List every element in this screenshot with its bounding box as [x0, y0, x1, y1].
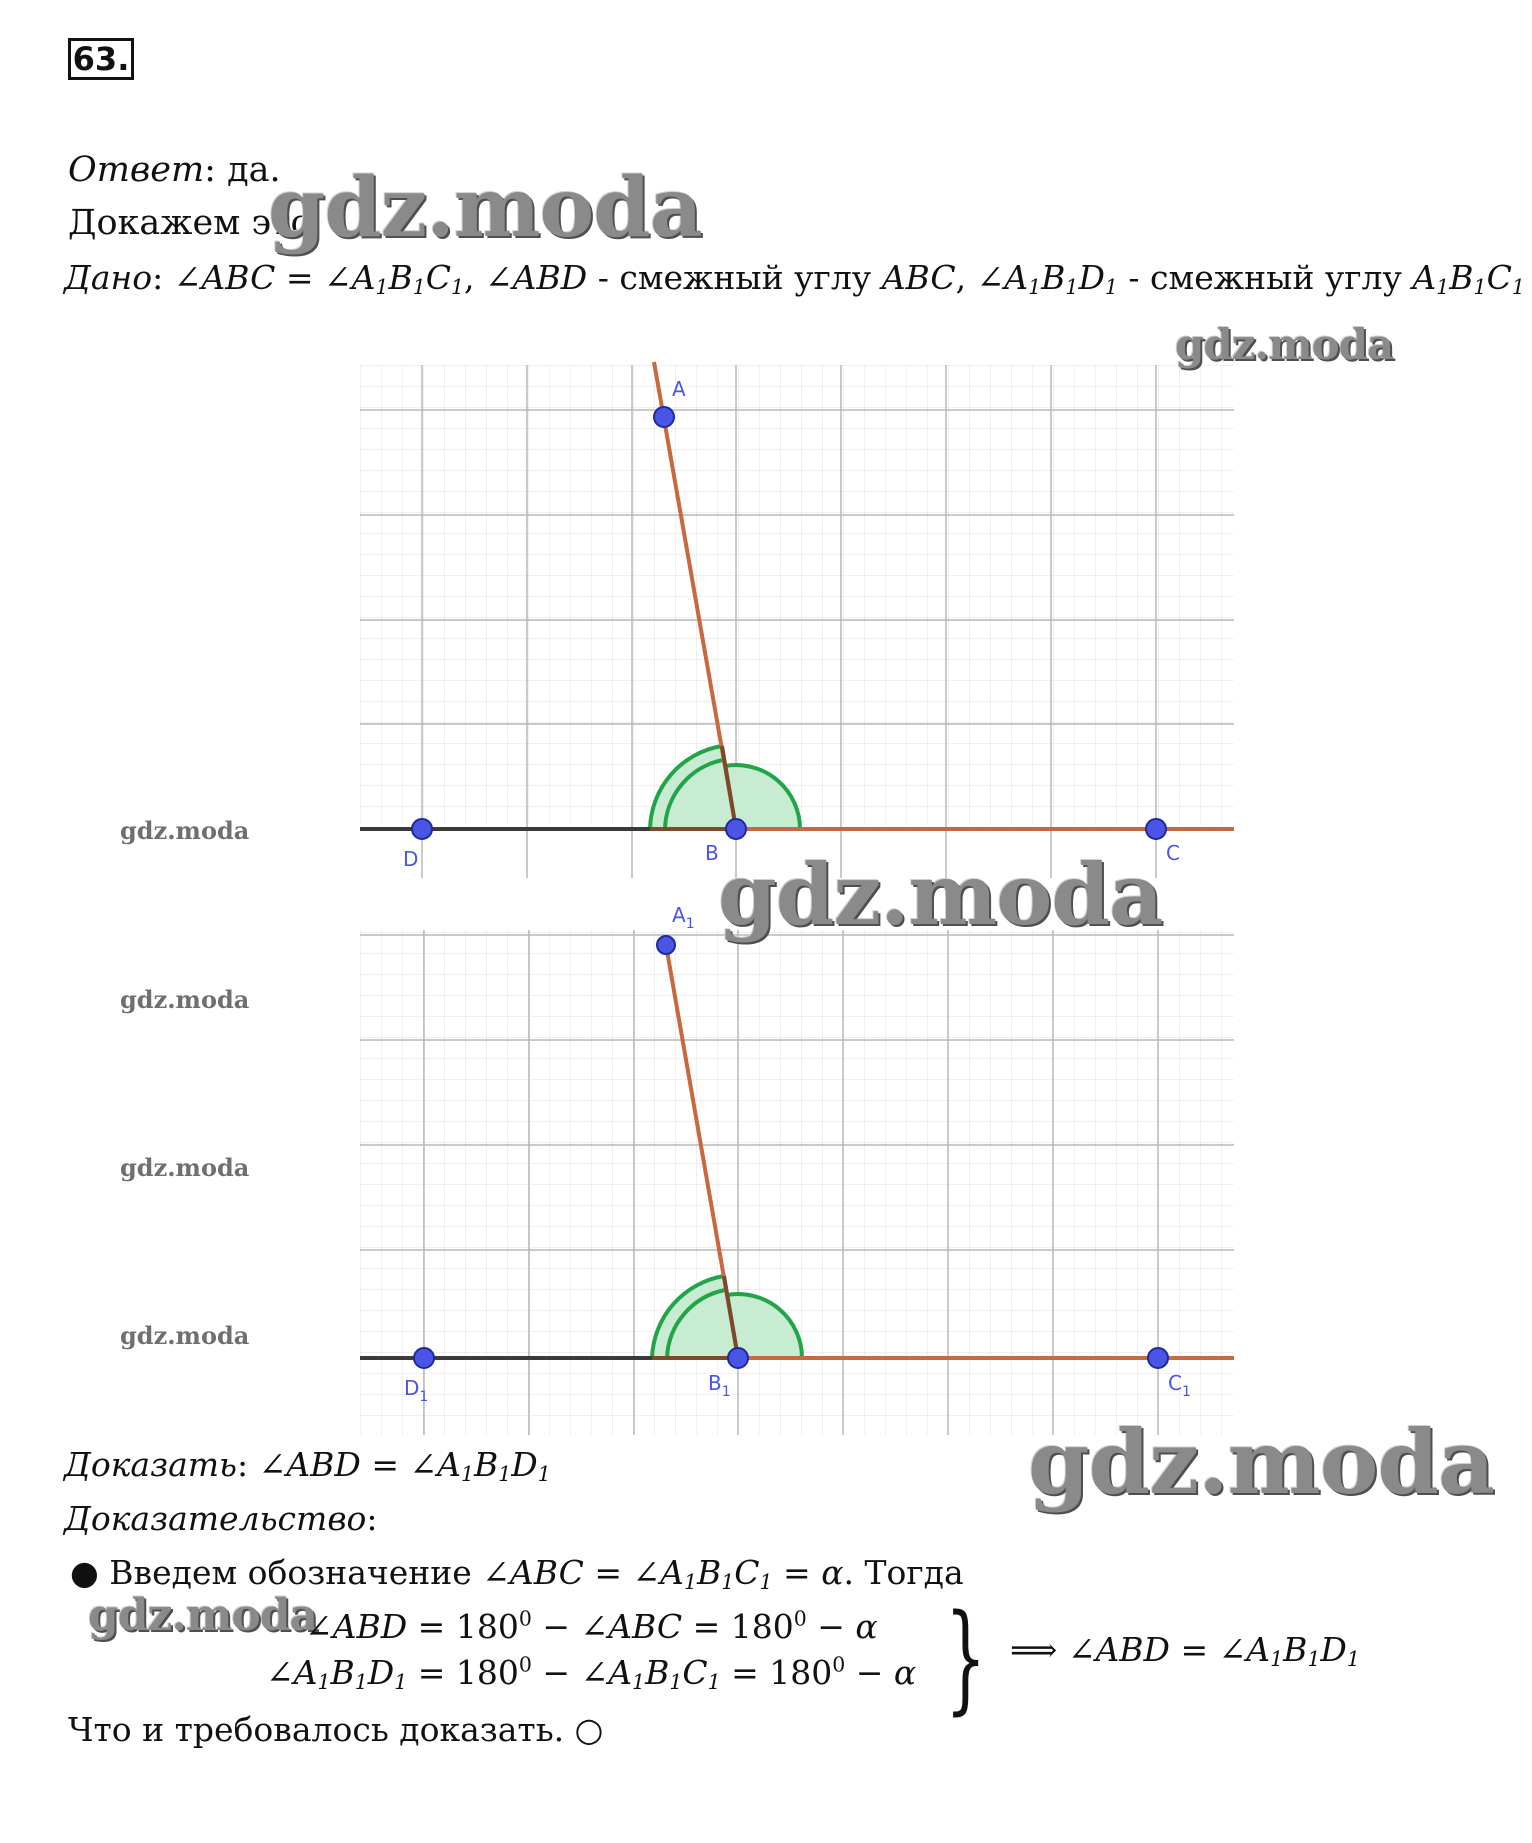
to-prove-sep: : [237, 1445, 249, 1484]
label-c1-sub: 1 [1181, 1384, 1191, 1400]
right-brace: } [945, 1588, 987, 1726]
given-abc: ABC [881, 258, 956, 297]
sub: 1 [1346, 1647, 1360, 1672]
label-d: D [403, 847, 419, 871]
intro-math: ∠ABC = $\angle A_1B_1C_1 = \alpha$ [482, 1553, 844, 1595]
proof-label: Доказательство [64, 1499, 367, 1538]
watermark: gdz.moda [268, 160, 702, 256]
sub: 1 [537, 1462, 551, 1487]
point-b1 [728, 1348, 748, 1368]
equation-1: ∠ABD = $180^0$ − ∠ABC = $180^0 - \alpha$ [305, 1606, 878, 1646]
deg: 180 [455, 1607, 519, 1646]
label-b1-sub: 1 [721, 1384, 731, 1400]
conclusion: Что и требовалось доказать. ○ [68, 1710, 604, 1749]
given-angle-a1b1d1: $\angle A_1B_1D_1$ [976, 258, 1118, 300]
label-c1-letter: C [1168, 1371, 1182, 1395]
grid-top [360, 365, 1234, 825]
given-b-letter: B [388, 258, 413, 297]
sub: 1 [460, 1462, 474, 1487]
point-c [1146, 819, 1166, 839]
given-sub: 1 [451, 275, 465, 300]
comma: , [464, 258, 486, 297]
sub: 1 [707, 1670, 721, 1695]
watermark-side: gdz.moda [120, 1321, 250, 1350]
minus: − [531, 1653, 581, 1692]
sub: 1 [1270, 1647, 1284, 1672]
alpha: α [893, 1653, 917, 1692]
sub: 1 [317, 1670, 331, 1695]
watermark: gdz.moda [1028, 1410, 1495, 1514]
given-sub: 1 [1473, 275, 1487, 300]
given-sub: 1 [1436, 275, 1450, 300]
given-sub: 1 [1065, 275, 1079, 300]
deg: 180 [769, 1653, 833, 1692]
alpha: α [821, 1553, 844, 1592]
alpha: α [855, 1607, 878, 1646]
label-a1-letter: A [672, 903, 686, 927]
label-a1-sub: 1 [685, 916, 695, 932]
given-angle-abc: ∠ABC [173, 258, 276, 297]
sub: 1 [759, 1570, 773, 1595]
sub: 1 [721, 1570, 735, 1595]
implication [1010, 1630, 1360, 1670]
to-prove-line [64, 1445, 551, 1485]
comma: , [955, 258, 977, 297]
minus: − [845, 1653, 894, 1692]
given-sep: : [152, 258, 164, 297]
implication-result: ∠ABD = $\angle A_1B_1D_1$ [1067, 1630, 1360, 1672]
given-sub: 1 [375, 275, 389, 300]
intro-tail: . Тогда [843, 1553, 964, 1592]
sub: 1 [498, 1462, 512, 1487]
given-sub: 1 [412, 275, 426, 300]
given-eq: = [275, 258, 324, 297]
answer-label: Ответ [68, 150, 205, 190]
watermark: gdz.moda [718, 845, 1163, 944]
proof-intro [70, 1553, 964, 1593]
given-c-letter: C [425, 258, 452, 297]
sub: 1 [669, 1670, 683, 1695]
label-b: B [705, 841, 719, 865]
point-b [726, 819, 746, 839]
given-a-letter: A [1412, 258, 1437, 297]
sub: 1 [394, 1670, 408, 1695]
sub: 1 [632, 1670, 646, 1695]
given-adjacent-text-1: - смежный углу [587, 258, 882, 297]
given-a1b1c1: $A_1B_1C_1$ [1412, 258, 1525, 300]
watermark-side: gdz.moda [120, 985, 250, 1014]
to-prove-label: Доказать [64, 1445, 238, 1484]
bullet: ● [70, 1553, 99, 1592]
given-sub: 1 [1104, 275, 1118, 300]
point-c1 [1148, 1348, 1168, 1368]
watermark-side: gdz.moda [120, 816, 250, 845]
sub: 1 [1307, 1647, 1321, 1672]
equation-2: $\angle A_1B_1D_1 = 180^0$ − $\angle A_1B_1C_1 = 180^0 - \alpha$ [266, 1652, 917, 1695]
label-a: A [672, 377, 686, 401]
deg: 180 [455, 1653, 519, 1692]
prove-this-line: Докажем это [68, 203, 312, 243]
proof-sep: : [366, 1499, 378, 1538]
problem-number: 63. [68, 38, 134, 80]
deg-sup: 0 [518, 1606, 532, 1631]
given-adjacent-text-2: - смежный углу [1117, 258, 1413, 297]
intro-text: Введем обозначение [98, 1553, 483, 1592]
deg-sup: 0 [832, 1652, 846, 1677]
label-d1-sub: 1 [419, 1389, 429, 1405]
label-c: C [1166, 841, 1180, 865]
label-d1-letter: D [404, 1376, 420, 1400]
given-sub: 1 [1511, 275, 1525, 300]
point-a [654, 407, 674, 427]
sub: 1 [354, 1670, 368, 1695]
watermark-side: gdz.moda [120, 1153, 250, 1182]
point-a1 [657, 936, 675, 954]
point-d [412, 819, 432, 839]
sub: 1 [684, 1570, 698, 1595]
deg: 180 [730, 1607, 794, 1646]
answer-text: : да. [204, 150, 281, 190]
given-a1-letter: ∠A [323, 258, 376, 297]
implies-symbol: ⟹ [1010, 1630, 1058, 1669]
given-angle-abd: ∠ABD [485, 258, 588, 297]
watermark: gdz.moda [1175, 320, 1394, 369]
watermark: gdz.moda [88, 1590, 318, 1641]
given-sub: 1 [1028, 275, 1042, 300]
point-d1 [414, 1348, 434, 1368]
proof-line [64, 1499, 378, 1539]
to-prove-statement: ∠ABD = $\angle A_1B_1D_1$ [258, 1445, 551, 1487]
label-b1-letter: B [708, 1371, 722, 1395]
minus: − [531, 1607, 581, 1646]
minus: − [806, 1607, 856, 1646]
given-a-letter: ∠A [976, 258, 1029, 297]
deg-sup: 0 [793, 1606, 807, 1631]
given-label: Дано [64, 258, 153, 297]
deg-sup: 0 [518, 1652, 532, 1677]
